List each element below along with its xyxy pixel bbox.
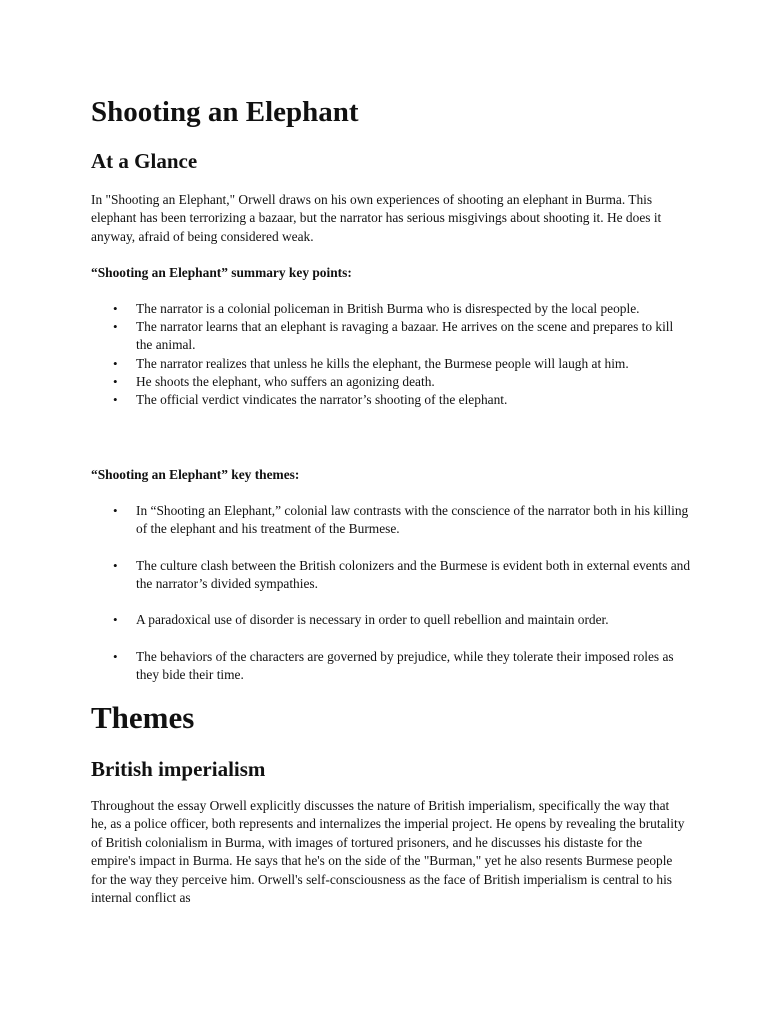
list-item: • The narrator is a colonial policeman in British Burma who is disrespected by the local people. [91, 300, 691, 318]
summary-list [91, 300, 691, 409]
section-heading-at-a-glance: At a Glance [91, 149, 198, 173]
list-item: • The behaviors of the characters are governed by prejudice, while they tolerate their imposed roles as they bide their time. [91, 648, 691, 684]
list-item: • In “Shooting an Elephant,” colonial law contrasts with the conscience of the narrator both in his killing of the elephant and his treatment of the Burmese. [91, 502, 691, 538]
key-themes-label: “Shooting an Elephant” key themes: [91, 467, 300, 482]
document-title: Shooting an Elephant [91, 96, 359, 128]
intro-paragraph: In "Shooting an Elephant," Orwell draws on his own experiences of shooting an elephant in Burma. This elephant has been terrorizing a bazaar, but the narrator has serious misgivings about shooting it. He does it anyway, afraid of being considered weak. [91, 192, 662, 244]
list-item: • The narrator learns that an elephant is ravaging a bazaar. He arrives on the scene and prepares to kill the animal. [91, 318, 691, 354]
list-item: • The narrator realizes that unless he kills the elephant, the Burmese people will laugh at him. [91, 355, 691, 373]
section-heading-themes: Themes [91, 700, 195, 735]
list-item: • He shoots the elephant, who suffers an agonizing death. [91, 373, 691, 391]
list-item: • A paradoxical use of disorder is necessary in order to quell rebellion and maintain order. [91, 611, 691, 629]
key-themes-list [91, 502, 691, 702]
summary-label: “Shooting an Elephant” summary key points: [91, 265, 352, 280]
list-item: • The culture clash between the British colonizers and the Burmese is evident both in external events and the narrator’s divided sympathies. [91, 557, 691, 593]
british-imperialism-paragraph: Throughout the essay Orwell explicitly discusses the nature of British imperialism, specifically the way that he, as a police officer, both represents and internalizes the imperial project. He opens by revealing the brutality of British colonialism in Burma, with images of tortured prisoners, and he discusses his distaste for the empire's impact in Burma. He says that he's on the side of the "Burman," yet he also resents Burmese people for the way they perceive him. Orwell's self-consciousness as the face of British imperialism is central to his internal conflict as [91, 798, 685, 906]
list-item: • The official verdict vindicates the narrator’s shooting of the elephant. [91, 391, 691, 409]
section-heading-british-imperialism: British imperialism [91, 757, 266, 781]
